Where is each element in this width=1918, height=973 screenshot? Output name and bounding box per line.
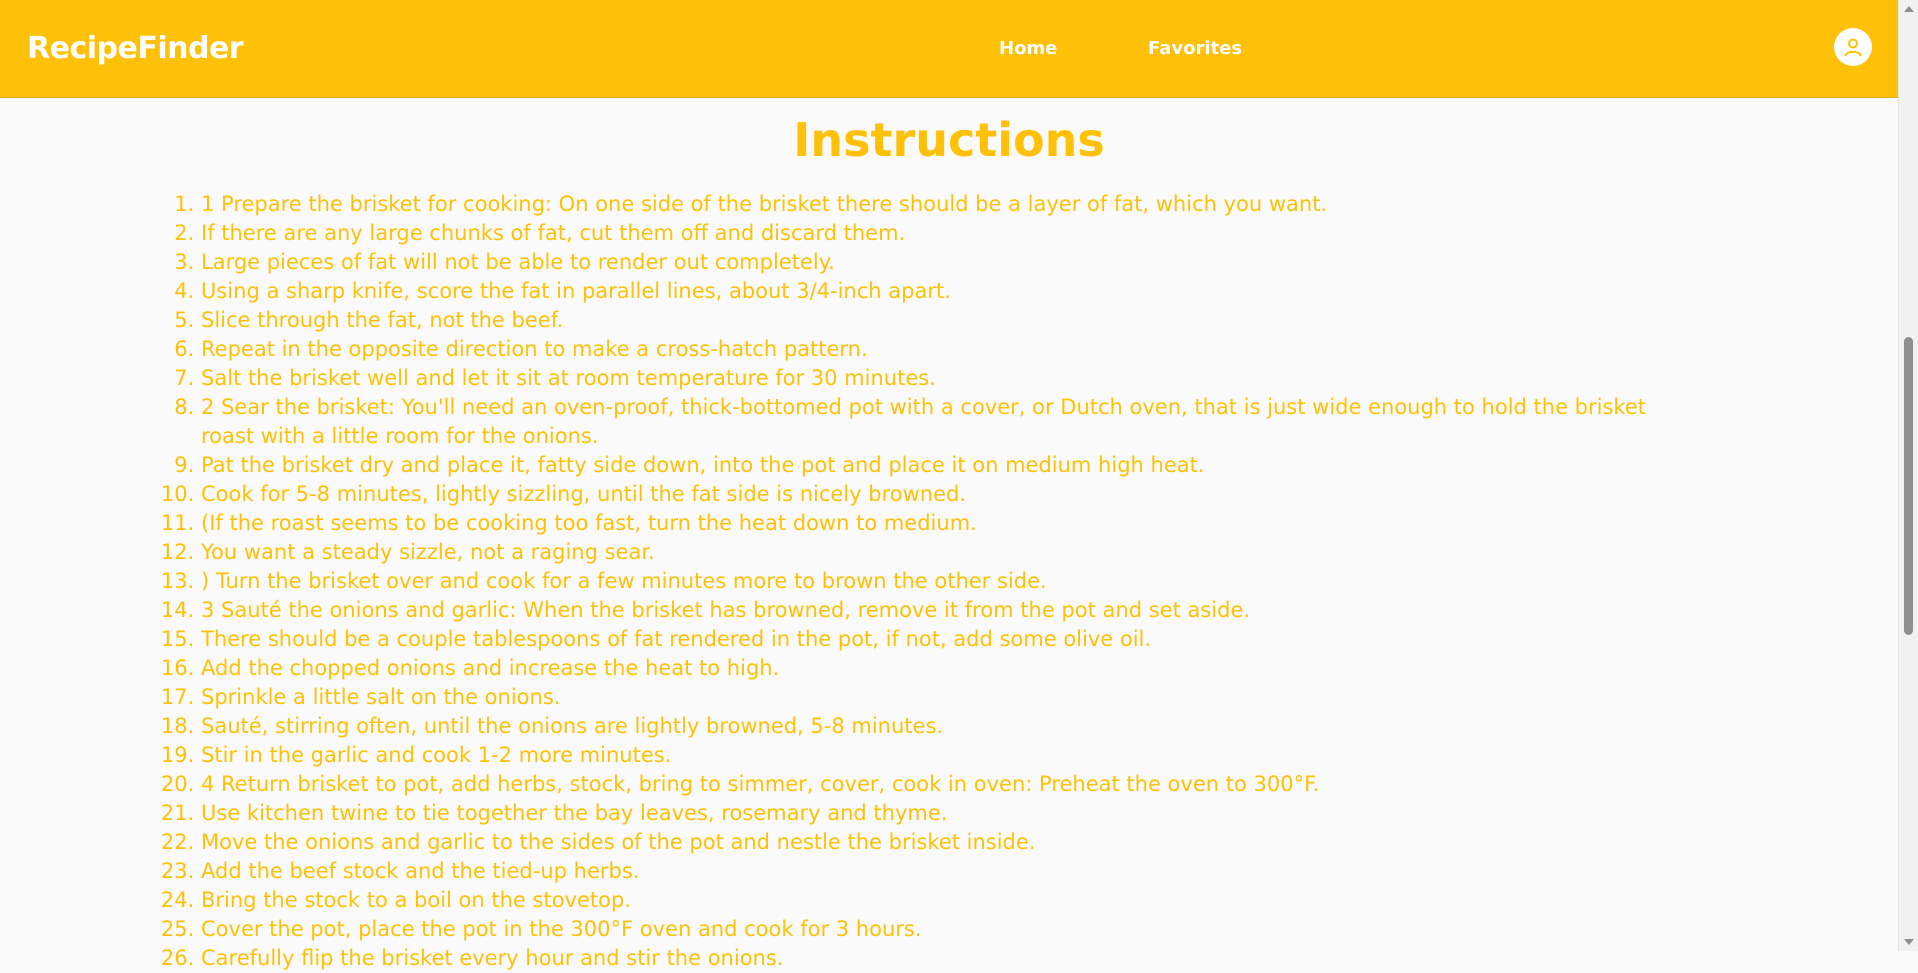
instruction-step: 8. 2 Sear the brisket: You'll need an oven-proof, thick-bottomed pot with a cover, or Dutch oven, that is just wide enough to hold the brisket roast with a little room for the onions. xyxy=(201,393,1671,451)
instructions-list xyxy=(201,190,1671,973)
instruction-step: 2. If there are any large chunks of fat, cut them off and discard them. xyxy=(201,219,1671,248)
nav-link-favorites[interactable]: Favorites xyxy=(1148,38,1243,59)
instruction-step: 15. There should be a couple tablespoons of fat rendered in the pot, if not, add some olive oil. xyxy=(201,625,1671,654)
scroll-up-arrow-icon[interactable] xyxy=(1904,6,1914,12)
instruction-step: 17. Sprinkle a little salt on the onions. xyxy=(201,683,1671,712)
instruction-step: 26. Carefully flip the brisket every hour and stir the onions. xyxy=(201,944,1671,973)
instruction-step: 9. Pat the brisket dry and place it, fatty side down, into the pot and place it on medium high heat. xyxy=(201,451,1671,480)
instruction-step: 21. Use kitchen twine to tie together the bay leaves, rosemary and thyme. xyxy=(201,799,1671,828)
instruction-step: 20. 4 Return brisket to pot, add herbs, stock, bring to simmer, cover, cook in oven: Preheat the oven to 300°F. xyxy=(201,770,1671,799)
instruction-step: 16. Add the chopped onions and increase the heat to high. xyxy=(201,654,1671,683)
instruction-step: 25. Cover the pot, place the pot in the 300°F oven and cook for 3 hours. xyxy=(201,915,1671,944)
instruction-step: 14. 3 Sauté the onions and garlic: When the brisket has browned, remove it from the pot and set aside. xyxy=(201,596,1671,625)
scroll-down-arrow-icon[interactable] xyxy=(1904,939,1914,945)
instruction-step: 18. Sauté, stirring often, until the onions are lightly browned, 5-8 minutes. xyxy=(201,712,1671,741)
instruction-step: 1. 1 Prepare the brisket for cooking: On one side of the brisket there should be a layer of fat, which you want. xyxy=(201,190,1671,219)
scrollbar-thumb[interactable] xyxy=(1904,337,1913,635)
instruction-step: 23. Add the beef stock and the tied-up herbs. xyxy=(201,857,1671,886)
top-navbar xyxy=(0,0,1898,98)
instruction-step: 22. Move the onions and garlic to the sides of the pot and nestle the brisket inside. xyxy=(201,828,1671,857)
nav-link-home[interactable]: Home xyxy=(999,38,1058,59)
instruction-step: 3. Large pieces of fat will not be able to render out completely. xyxy=(201,248,1671,277)
instruction-step: 6. Repeat in the opposite direction to make a cross-hatch pattern. xyxy=(201,335,1671,364)
instruction-step: 12. You want a steady sizzle, not a raging sear. xyxy=(201,538,1671,567)
instruction-step: 13. ) Turn the brisket over and cook for a few minutes more to brown the other side. xyxy=(201,567,1671,596)
instruction-step: 5. Slice through the fat, not the beef. xyxy=(201,306,1671,335)
instruction-step: 10. Cook for 5-8 minutes, lightly sizzling, until the fat side is nicely browned. xyxy=(201,480,1671,509)
instruction-step: 4. Using a sharp knife, score the fat in parallel lines, about 3/4-inch apart. xyxy=(201,277,1671,306)
user-avatar-button[interactable] xyxy=(1834,28,1872,66)
user-icon xyxy=(1843,37,1863,57)
brand-logo-link[interactable]: RecipeFinder xyxy=(27,31,244,66)
instruction-step: 24. Bring the stock to a boil on the stovetop. xyxy=(201,886,1671,915)
instructions-heading: Instructions xyxy=(793,113,1105,167)
recipe-content xyxy=(0,97,1898,970)
instruction-step: 7. Salt the brisket well and let it sit at room temperature for 30 minutes. xyxy=(201,364,1671,393)
page-scrollbar[interactable] xyxy=(1898,0,1918,951)
instruction-step: 19. Stir in the garlic and cook 1-2 more minutes. xyxy=(201,741,1671,770)
instruction-step: 11. (If the roast seems to be cooking too fast, turn the heat down to medium. xyxy=(201,509,1671,538)
